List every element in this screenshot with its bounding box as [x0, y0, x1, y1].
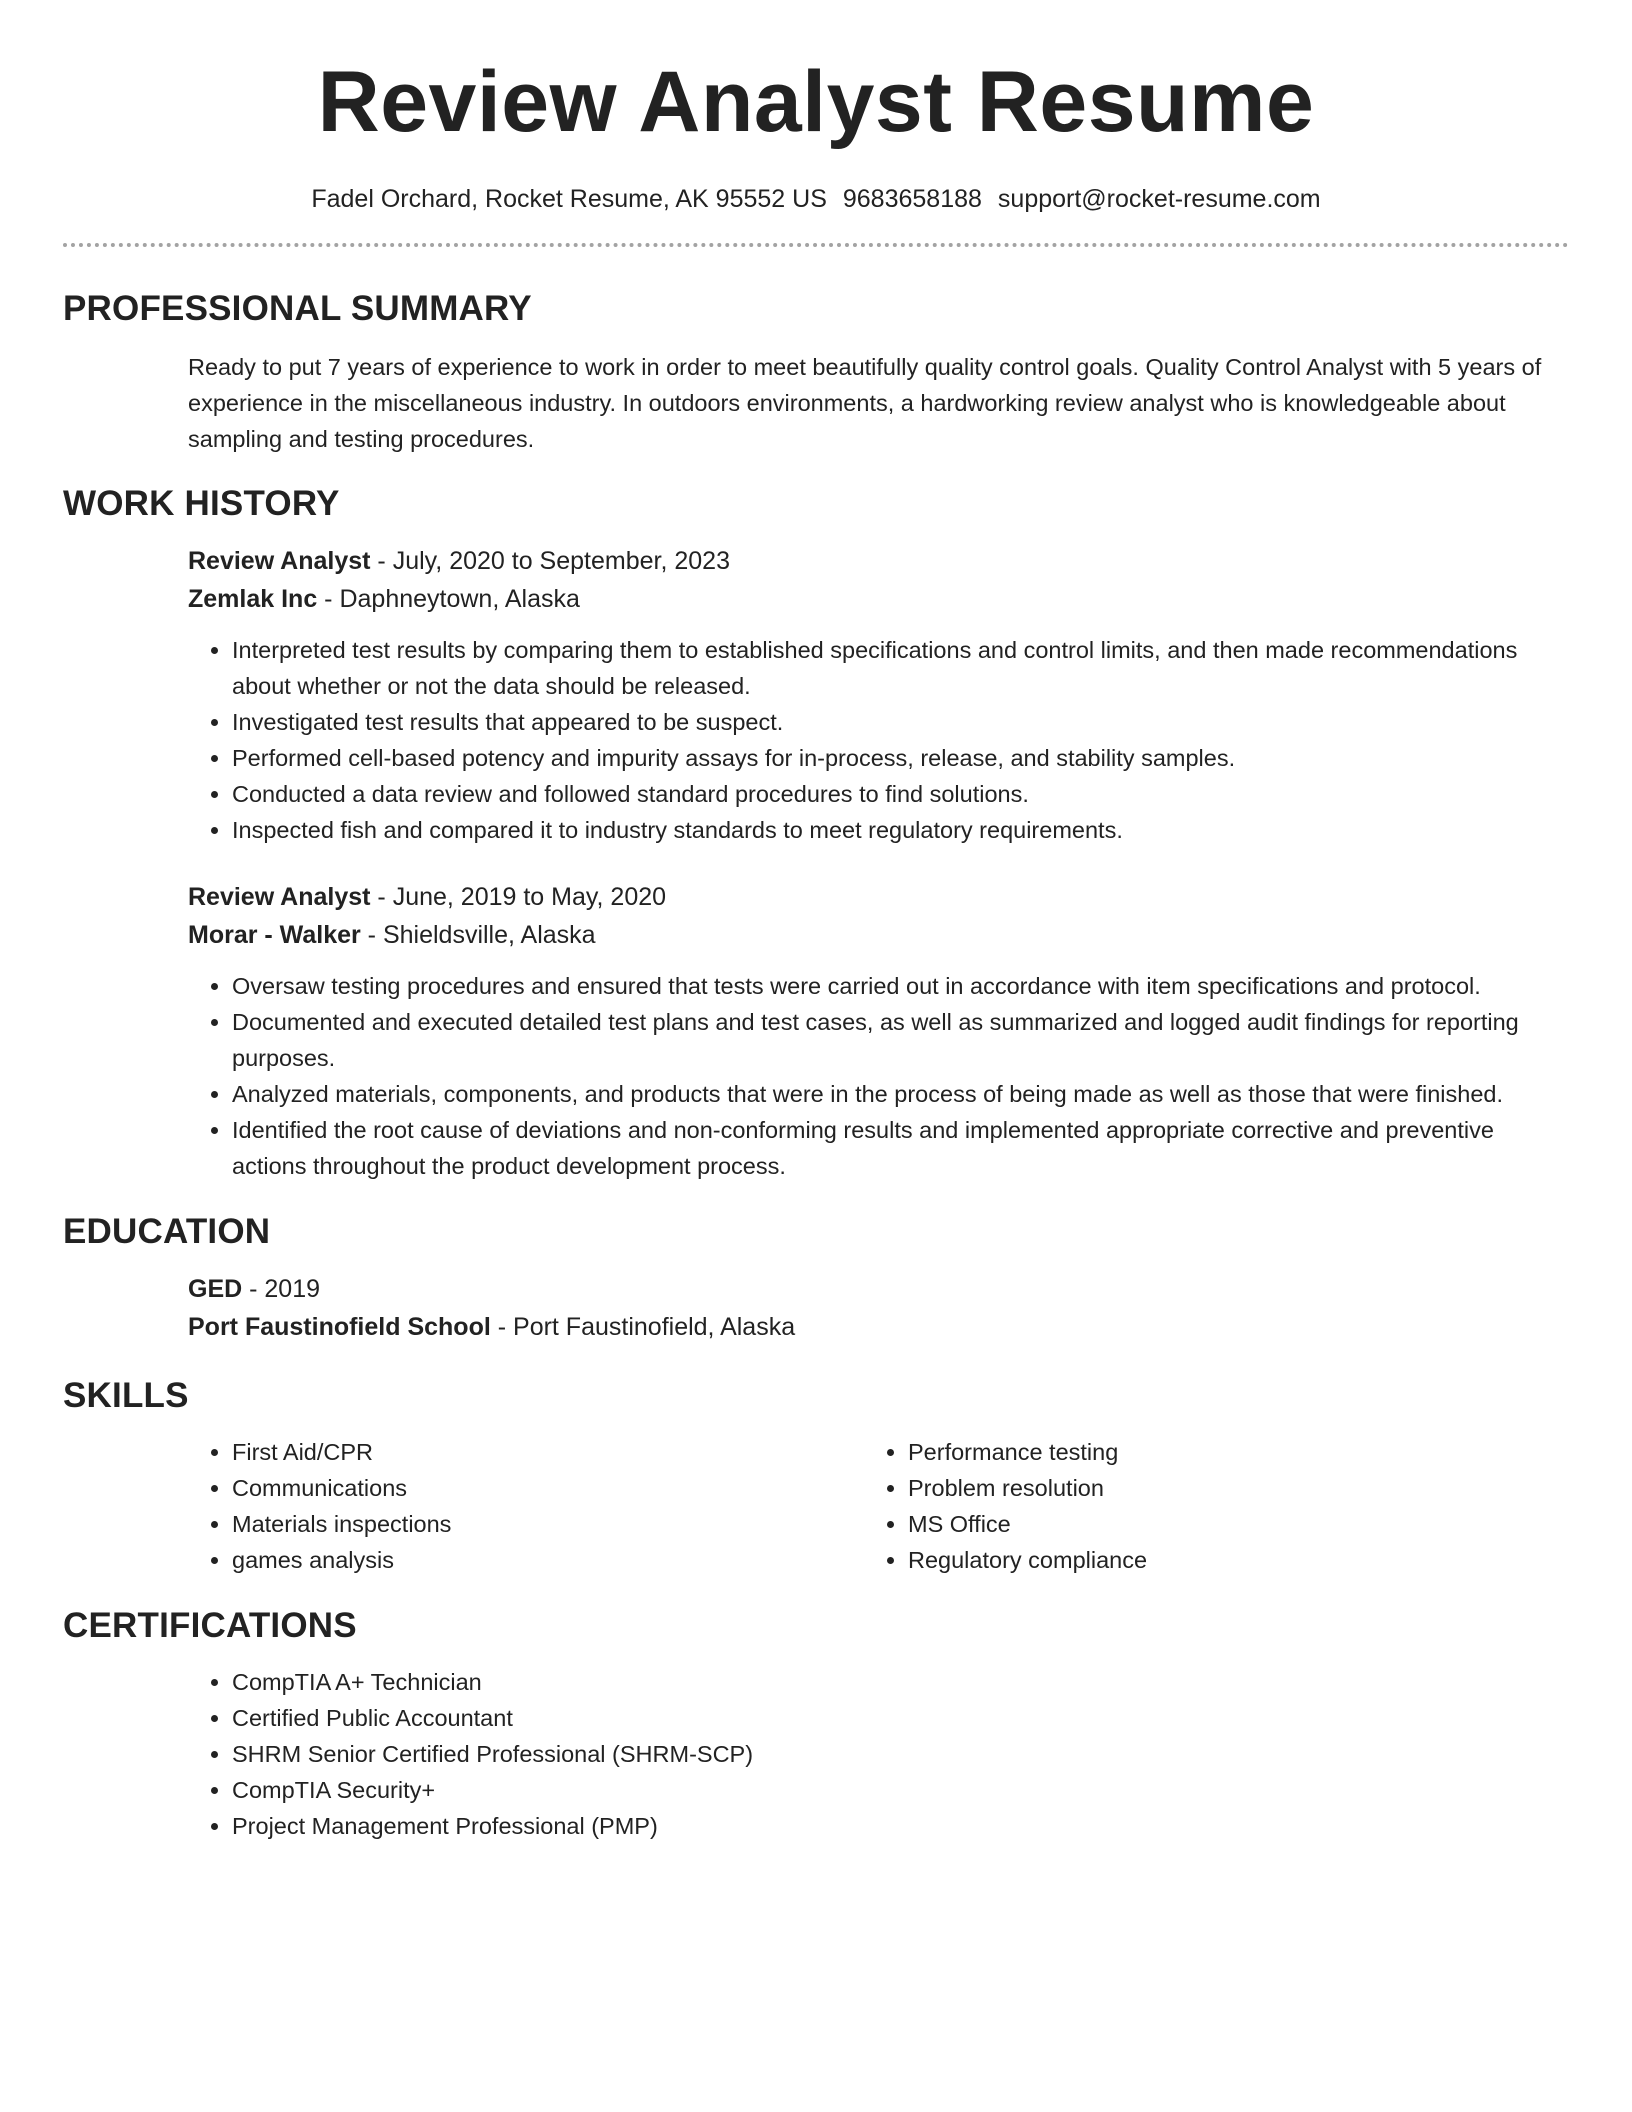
skills-list-left: [188, 1434, 864, 1578]
contact-address: Fadel Orchard, Rocket Resume, AK 95552 US: [311, 185, 827, 213]
skill-item: • games analysis: [232, 1542, 864, 1578]
job-bullet: • Analyzed materials, components, and products that were in the process of being made as well as those that were finished.: [232, 1076, 1569, 1112]
education-heading: EDUCATION: [63, 1212, 271, 1251]
education-degree-line: [188, 1270, 1569, 1308]
job-company: Zemlak Inc: [188, 585, 318, 613]
certifications-section: [188, 1664, 1569, 1844]
job-bullet: • Oversaw testing procedures and ensured that tests were carried out in accordance with item specifications and protocol.: [232, 968, 1569, 1004]
job-dates: - July, 2020 to September, 2023: [370, 547, 730, 575]
summary-heading: PROFESSIONAL SUMMARY: [63, 289, 532, 328]
certification-item: • CompTIA Security+: [232, 1772, 1569, 1808]
certification-item: • CompTIA A+ Technician: [232, 1664, 1569, 1700]
job-company-line: [188, 580, 1569, 618]
work-heading: WORK HISTORY: [63, 484, 340, 523]
job-bullet: • Conducted a data review and followed standard procedures to find solutions.: [232, 776, 1569, 812]
job-entry: [188, 542, 1569, 848]
job-dates: - June, 2019 to May, 2020: [370, 883, 667, 911]
job-bullet: • Interpreted test results by comparing them to established specifications and control limits, and then made recommendations about whether or not the data should be released.: [232, 632, 1569, 704]
certifications-list: [188, 1664, 1569, 1844]
certification-item: • Project Management Professional (PMP): [232, 1808, 1569, 1844]
skill-item: • Regulatory compliance: [908, 1542, 1540, 1578]
certifications-heading: CERTIFICATIONS: [63, 1606, 357, 1645]
job-bullet: • Inspected fish and compared it to industry standards to meet regulatory requirements.: [232, 812, 1569, 848]
education-school: Port Faustinofield School: [188, 1313, 491, 1341]
summary-text: Ready to put 7 years of experience to work in order to meet beautifully quality control goals. Quality Control Analyst with 5 years of experience in the miscellaneous industry. In outdoors environments, a hardworking review analyst who is knowledgeable about sampling and testing procedures.: [188, 354, 1542, 452]
job-location: - Shieldsville, Alaska: [360, 921, 596, 949]
skills-heading: SKILLS: [63, 1376, 189, 1415]
job-company-line: [188, 916, 1569, 954]
contact-email: support@rocket-resume.com: [997, 185, 1321, 213]
skill-item: • Materials inspections: [232, 1506, 864, 1542]
skill-item: • First Aid/CPR: [232, 1434, 864, 1470]
skills-list-right: [864, 1434, 1540, 1578]
skill-item: • Communications: [232, 1470, 864, 1506]
education-location: - Port Faustinofield, Alaska: [490, 1313, 796, 1341]
resume-title: Review Analyst Resume: [317, 54, 1315, 150]
skills-grid: [188, 1434, 1569, 1578]
job-bullets: [188, 968, 1569, 1184]
education-degree: GED: [188, 1275, 243, 1303]
education-year: - 2019: [242, 1275, 321, 1303]
certification-item: • SHRM Senior Certified Professional (SHRM-SCP): [232, 1736, 1569, 1772]
skill-item: • MS Office: [908, 1506, 1540, 1542]
contact-phone: 9683658188: [842, 185, 982, 213]
skills-column-left: [188, 1434, 864, 1578]
summary-section: [188, 349, 1569, 457]
job-bullet: • Documented and executed detailed test plans and test cases, as well as summarized and logged audit findings for reporting purposes.: [232, 1004, 1569, 1076]
education-school-line: [188, 1308, 1569, 1346]
skills-column-right: [864, 1434, 1540, 1578]
job-bullets: [188, 632, 1569, 848]
job-title-line: [188, 878, 1569, 916]
job-bullet: • Identified the root cause of deviations and non-conforming results and implemented appropriate corrective and preventive actions throughout the product development process.: [232, 1112, 1569, 1184]
job-bullet: • Performed cell-based potency and impurity assays for in-process, release, and stability samples.: [232, 740, 1569, 776]
job-title-line: [188, 542, 1569, 580]
contact-line: [63, 182, 1569, 216]
job-bullet: • Investigated test results that appeared to be suspect.: [232, 704, 1569, 740]
job-title: Review Analyst: [188, 547, 371, 575]
header-divider: [63, 243, 1569, 247]
certification-item: • Certified Public Accountant: [232, 1700, 1569, 1736]
job-company: Morar - Walker: [188, 921, 361, 949]
education-entry: [188, 1270, 1569, 1346]
skill-item: • Problem resolution: [908, 1470, 1540, 1506]
job-entry: [188, 878, 1569, 1184]
job-title: Review Analyst: [188, 883, 371, 911]
skill-item: • Performance testing: [908, 1434, 1540, 1470]
job-location: - Daphneytown, Alaska: [317, 585, 580, 613]
